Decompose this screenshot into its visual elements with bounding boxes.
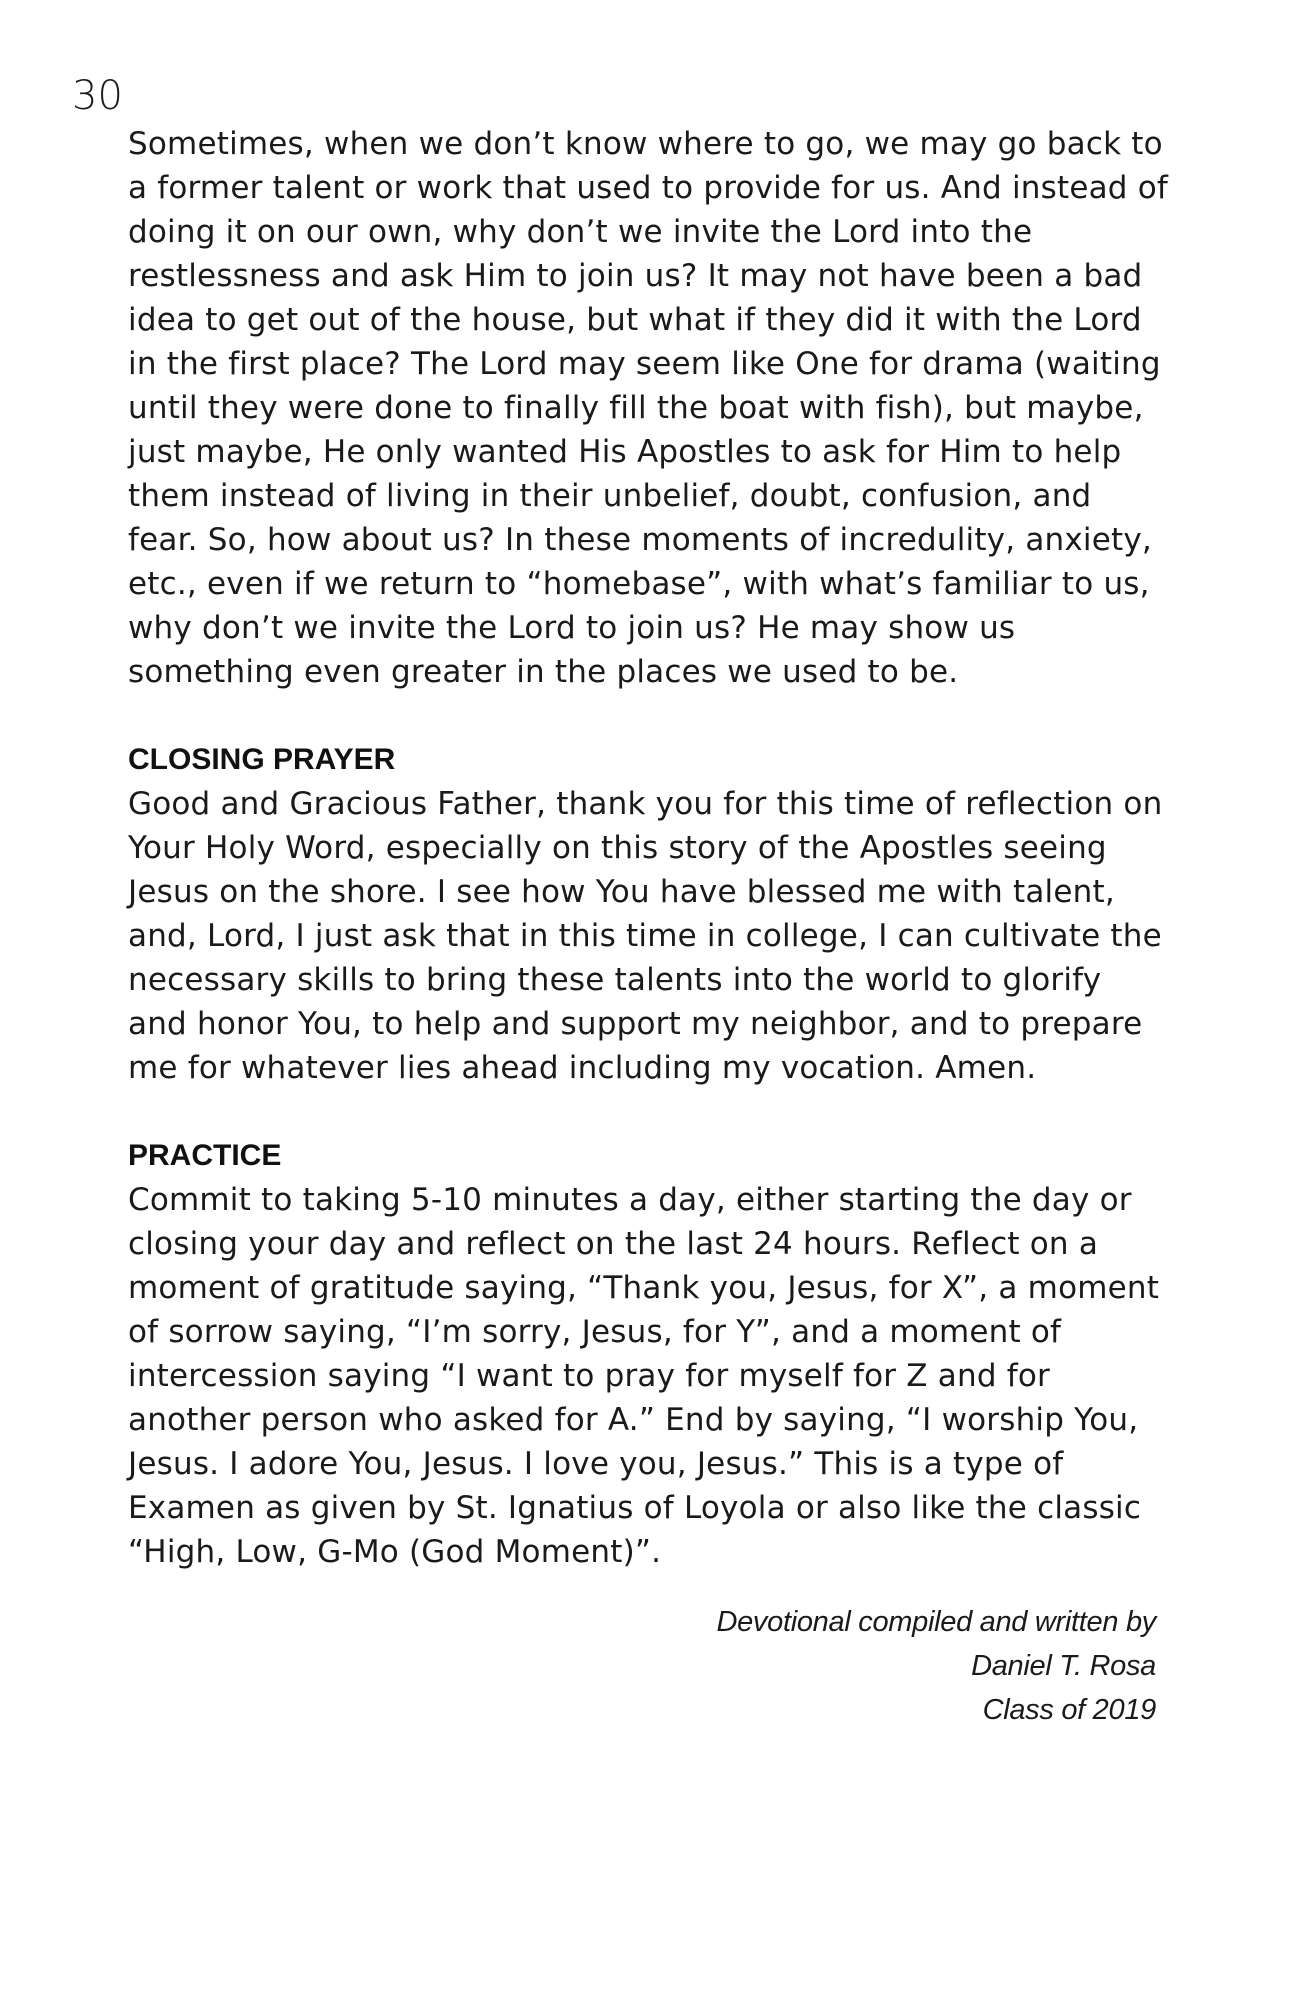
page-content bbox=[128, 122, 1168, 1574]
practice-section bbox=[128, 1134, 1168, 1574]
closing-prayer-paragraph: Good and Gracious Father, thank you for this time of reflection on Your Holy Word, especially on this story of the Apostles seeing Jesus on the shore. I see how You have blessed me with talent, and, Lord, I just ask that in this time in college, I can cultivate the necessary skills to bring these talents into the world to glorify and honor You, to help and support my neighbor, and to prepare me for whatever lies ahead including my vocation. Amen. bbox=[128, 786, 1163, 1086]
signature-credit-line: Devotional compiled and written by bbox=[716, 1606, 1156, 1638]
signature-author-name: Daniel T. Rosa bbox=[971, 1650, 1156, 1682]
closing-prayer-section bbox=[128, 738, 1168, 1090]
author-signature bbox=[716, 1600, 1156, 1732]
practice-heading: PRACTICE bbox=[128, 1139, 282, 1172]
signature-class-year: Class of 2019 bbox=[982, 1694, 1156, 1726]
reflection-paragraph: Sometimes, when we don’t know where to go, we may go back to a former talent or work that used to provide for us. And instead of doing it on our own, why don’t we invite the Lord into the restlessness and ask Him to join us? It may not have been a bad idea to get out of the house, but what if they did it with the Lord in the first place? The Lord may seem like One for drama (waiting until they were done to finally fill the boat with fish), but maybe, just maybe, He only wanted His Apostles to ask for Him to help them instead of living in their unbelief, doubt, confusion, and fear. So, how about us? In these moments of incredulity, anxiety, etc., even if we return to “homebase”, with what’s familiar to us, why don’t we invite the Lord to join us? He may show us something even greater in the places we used to be. bbox=[128, 126, 1169, 690]
page-number: 30 bbox=[72, 73, 123, 119]
practice-paragraph: Commit to taking 5-10 minutes a day, either starting the day or closing your day and reflect on the last 24 hours. Reflect on a moment of gratitude saying, “Thank you, Jesus, for X”, a moment of sorrow saying, “I’m sorry, Jesus, for Y”, and a moment of intercession saying “I want to pray for myself for Z and for another person who asked for A.” End by saying, “I worship You, Jesus. I adore You, Jesus. I love you, Jesus.” This is a type of Examen as given by St. Ignatius of Loyola or also like the classic “High, Low, G-Mo (God Moment)”. bbox=[128, 1182, 1160, 1570]
closing-prayer-heading: CLOSING PRAYER bbox=[128, 743, 396, 776]
